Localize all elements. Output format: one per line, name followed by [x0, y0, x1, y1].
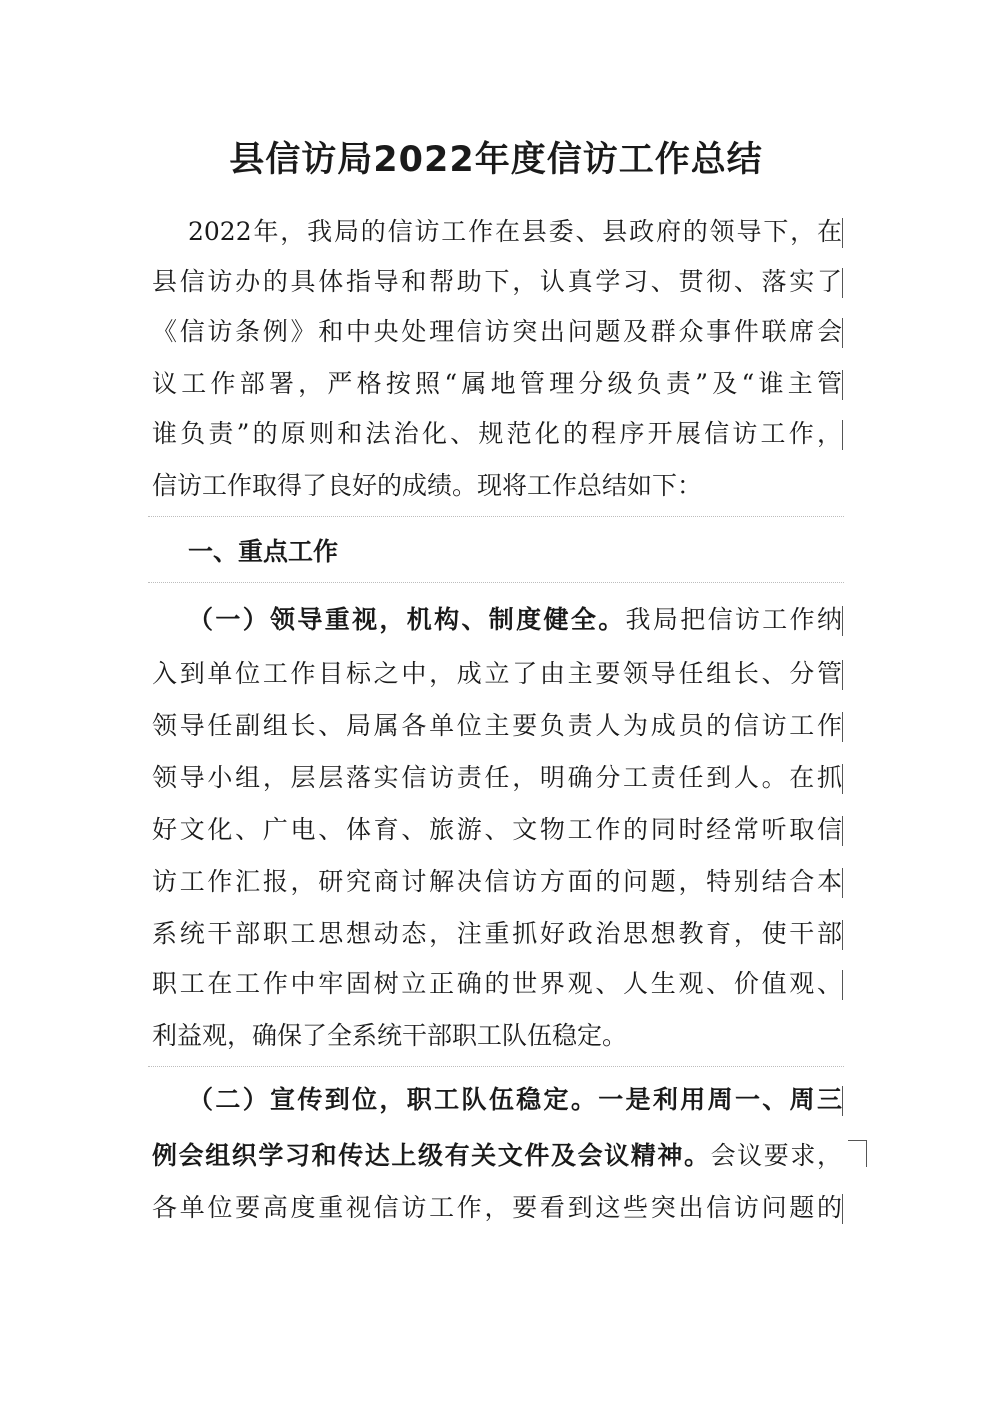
margin-corner-mark — [848, 1140, 867, 1167]
item1-line-6: 访工作汇报，研究商讨解决信访方面的问题，特别结合本 — [152, 867, 842, 896]
item1-line-5: 好文化、广电、体育、旅游、文物工作的同时经常听取信 — [152, 815, 842, 844]
intro-line-1: 2022年，我局的信访工作在县委、县政府的领导下，在 — [188, 217, 842, 246]
right-margin-mark — [842, 660, 843, 690]
item2-line-3: 各单位要高度重视信访工作，要看到这些突出信访问题的 — [152, 1193, 842, 1222]
paragraph-separator — [148, 1066, 844, 1067]
right-margin-mark — [842, 920, 843, 950]
right-margin-mark — [842, 1086, 843, 1116]
item1-line-9: 利益观，确保了全系统干部职工队伍稳定。 — [152, 1021, 628, 1050]
paragraph-separator — [148, 582, 844, 583]
right-margin-mark — [842, 970, 843, 1000]
item1-line-7: 系统干部职工思想动态，注重抓好政治思想教育，使干部 — [152, 919, 842, 948]
item1-first-line-rest: 我局把信访工作纳 — [625, 605, 842, 634]
right-margin-mark — [842, 218, 843, 248]
right-margin-mark — [842, 268, 843, 298]
document-title: 县信访局2022年度信访工作总结 — [229, 140, 763, 180]
item1-line-3: 领导任副组长、局属各单位主要负责人为成员的信访工作 — [152, 711, 842, 740]
item1-line-4: 领导小组，层层落实信访责任，明确分工责任到人。在抓 — [152, 763, 842, 792]
intro-line-4: 议工作部署，严格按照“属地管理分级负责”及“谁主管 — [152, 369, 842, 398]
item1-line-8: 职工在工作中牢固树立正确的世界观、人生观、价值观、 — [152, 969, 842, 998]
right-margin-mark — [842, 816, 843, 846]
paragraph-separator — [148, 516, 844, 517]
item1-line-2: 入到单位工作目标之中，成立了由主要领导任组长、分管 — [152, 659, 842, 688]
section-heading-1: 一、重点工作 — [188, 537, 339, 566]
item1-lead-bold: （一）领导重视，机构、制度健全。 — [188, 605, 626, 634]
item1-line-1 — [188, 600, 842, 640]
right-margin-mark — [842, 606, 843, 636]
item2-line-1: （二）宣传到位，职工队伍稳定。一是利用周一、周三 — [188, 1085, 842, 1114]
right-margin-mark — [842, 712, 843, 742]
intro-line-3: 《信访条例》和中央处理信访突出问题及群众事件联席会 — [152, 317, 842, 346]
right-margin-mark — [842, 764, 843, 794]
right-margin-mark — [842, 370, 843, 400]
intro-line-5: 谁负责”的原则和法治化、规范化的程序开展信访工作， — [152, 419, 842, 448]
right-margin-mark — [842, 1194, 843, 1224]
item2-line-2-bold: 例会组织学习和传达上级有关文件及会议精神。 — [152, 1141, 711, 1170]
item2-line-2 — [152, 1136, 842, 1176]
right-margin-mark — [842, 868, 843, 898]
right-margin-mark — [842, 420, 843, 450]
intro-line-6: 信访工作取得了良好的成绩。现将工作总结如下： — [152, 471, 703, 500]
intro-line-2: 县信访办的具体指导和帮助下，认真学习、贯彻、落实了 — [152, 267, 842, 296]
right-margin-mark — [842, 318, 843, 348]
item2-line-2-rest: 会议要求， — [710, 1141, 842, 1170]
